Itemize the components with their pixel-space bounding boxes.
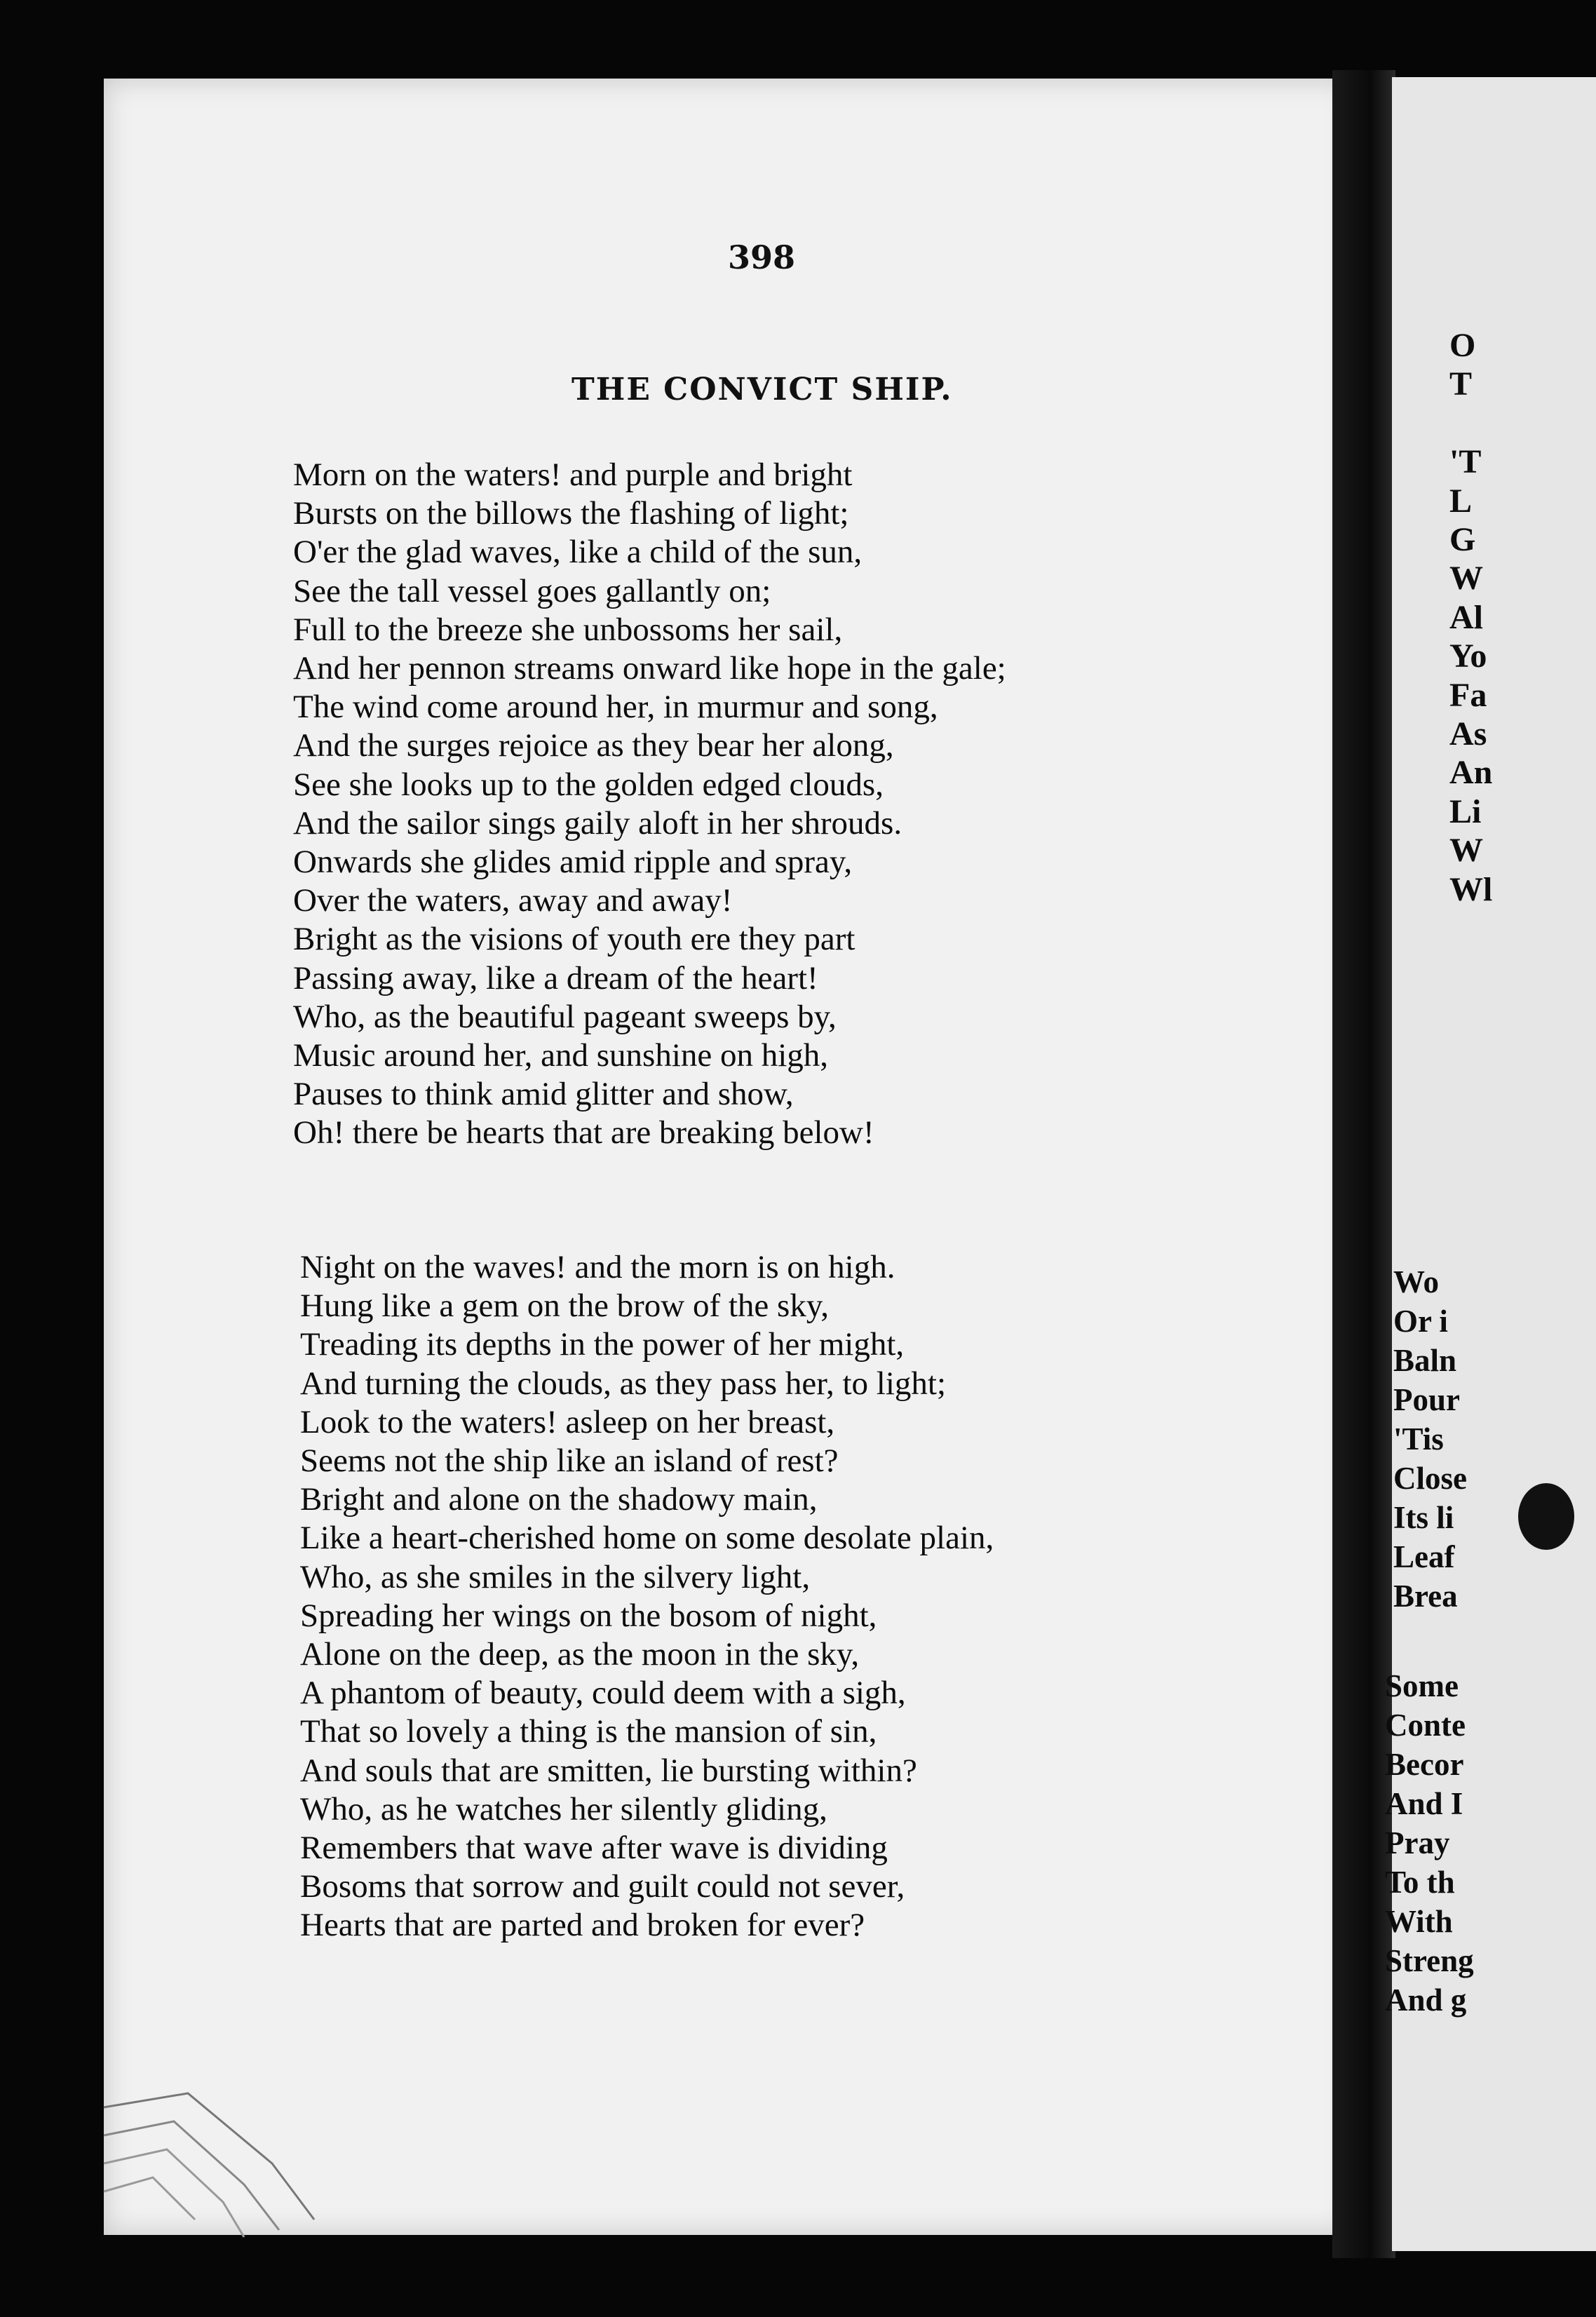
facing-line-fragment: Streng bbox=[1385, 1943, 1474, 1978]
facing-line-fragment: O bbox=[1449, 327, 1476, 364]
poem-line: Passing away, like a dream of the heart! bbox=[293, 959, 818, 997]
poem-line: Like a heart-cherished home on some desolate plain, bbox=[300, 1520, 994, 1557]
facing-line-fragment: Li bbox=[1449, 792, 1482, 830]
facing-line-fragment: Conte bbox=[1385, 1708, 1466, 1743]
poem-line: Bosoms that sorrow and guilt could not sever, bbox=[300, 1868, 905, 1905]
facing-line-fragment: Al bbox=[1449, 598, 1483, 636]
facing-line-fragment: Or i bbox=[1393, 1304, 1448, 1339]
left-page bbox=[104, 79, 1352, 2235]
poem-line: Remembers that wave after wave is dividing bbox=[300, 1830, 888, 1867]
facing-text-block-2 bbox=[1393, 1262, 1467, 1616]
ink-blot bbox=[1518, 1483, 1574, 1550]
poem-line: See she looks up to the golden edged clouds, bbox=[293, 766, 884, 803]
facing-line-fragment: To th bbox=[1385, 1865, 1455, 1900]
poem-title: THE CONVICT SHIP. bbox=[572, 372, 953, 407]
poem-line: Pauses to think amid glitter and show, bbox=[293, 1076, 794, 1113]
poem-line: Hearts that are parted and broken for ever? bbox=[300, 1907, 865, 1944]
poem-line: A phantom of beauty, could deem with a sigh, bbox=[300, 1675, 906, 1712]
poem-line: And souls that are smitten, lie bursting within? bbox=[300, 1752, 917, 1789]
poem-line: And the surges rejoice as they bear her along, bbox=[293, 727, 894, 764]
page-number: 398 bbox=[728, 238, 796, 276]
poem-line: Who, as she smiles in the silvery light, bbox=[300, 1558, 811, 1595]
facing-line-fragment: Pray bbox=[1385, 1825, 1450, 1860]
poem-line: And the sailor sings gaily aloft in her shrouds. bbox=[293, 804, 902, 842]
stanza-2 bbox=[300, 1248, 994, 1945]
facing-line-fragment: T bbox=[1449, 365, 1473, 403]
poem-line: Alone on the deep, as the moon in the sky, bbox=[300, 1636, 860, 1673]
poem-line: Full to the breeze she unbossoms her sail, bbox=[293, 611, 843, 648]
poem-line: Bright as the visions of youth ere they part bbox=[293, 921, 856, 958]
poem-line: Morn on the waters! and purple and bright bbox=[293, 457, 853, 493]
poem-line: The wind come around her, in murmur and song, bbox=[293, 689, 938, 726]
poem-line: Look to the waters! asleep on her breast, bbox=[300, 1403, 835, 1440]
facing-line-fragment: Its li bbox=[1393, 1500, 1454, 1535]
poem-line: Hung like a gem on the brow of the sky, bbox=[300, 1288, 830, 1325]
facing-line-fragment: 'T bbox=[1449, 443, 1482, 481]
facing-line-fragment: Wo bbox=[1393, 1264, 1440, 1299]
facing-line-fragment: As bbox=[1449, 715, 1487, 753]
facing-line-fragment: 'Tis bbox=[1393, 1421, 1444, 1457]
poem-line: O'er the glad waves, like a child of the sun, bbox=[293, 534, 863, 571]
poem-line: Music around her, and sunshine on high, bbox=[293, 1037, 829, 1074]
facing-line-fragment: With bbox=[1385, 1904, 1453, 1939]
facing-text-block-3 bbox=[1385, 1666, 1474, 2020]
poem-line: Night on the waves! and the morn is on high. bbox=[300, 1249, 895, 1285]
facing-line-fragment: W bbox=[1449, 560, 1483, 597]
facing-line-fragment: W bbox=[1449, 832, 1483, 870]
folded-page-corner bbox=[104, 2076, 370, 2244]
poem-line: Spreading her wings on the bosom of night, bbox=[300, 1597, 877, 1634]
facing-line-fragment: Some bbox=[1385, 1668, 1459, 1703]
poem-line: Bright and alone on the shadowy main, bbox=[300, 1481, 818, 1518]
stanza-1 bbox=[293, 456, 1006, 1153]
facing-line-fragment: G bbox=[1449, 521, 1476, 559]
facing-line-fragment: Brea bbox=[1393, 1579, 1458, 1614]
facing-line-fragment: And I bbox=[1385, 1786, 1463, 1821]
facing-line-fragment: An bbox=[1449, 754, 1493, 792]
poem-line: That so lovely a thing is the mansion of sin, bbox=[300, 1713, 877, 1750]
facing-text-block-1 bbox=[1449, 326, 1492, 909]
poem-line: See the tall vessel goes gallantly on; bbox=[293, 572, 771, 609]
facing-line-fragment bbox=[1449, 404, 1492, 443]
facing-line-fragment: Becor bbox=[1385, 1747, 1464, 1782]
facing-line-fragment: Fa bbox=[1449, 676, 1487, 714]
facing-line-fragment: Leaf bbox=[1393, 1539, 1455, 1574]
poem-line: Treading its depths in the power of her might, bbox=[300, 1326, 905, 1363]
poem-line: Onwards she glides amid ripple and spray, bbox=[293, 844, 853, 881]
facing-line-fragment: Close bbox=[1393, 1461, 1467, 1496]
poem-line: And her pennon streams onward like hope in the gale; bbox=[293, 650, 1006, 687]
facing-line-fragment: Yo bbox=[1449, 637, 1487, 675]
poem-line: Who, as he watches her silently gliding, bbox=[300, 1790, 827, 1828]
poem-line: Over the waters, away and away! bbox=[293, 882, 733, 919]
poem-line: And turning the clouds, as they pass her, to light; bbox=[300, 1365, 947, 1402]
facing-line-fragment: L bbox=[1449, 482, 1473, 520]
facing-page-fragment bbox=[1385, 77, 1596, 2251]
facing-line-fragment: Wl bbox=[1449, 870, 1493, 908]
facing-line-fragment: And g bbox=[1385, 1982, 1467, 2018]
poem-line: Bursts on the billows the flashing of light; bbox=[293, 495, 849, 532]
poem-line: Oh! there be hearts that are breaking below! bbox=[293, 1114, 874, 1151]
facing-line-fragment: Pour bbox=[1393, 1382, 1460, 1417]
facing-line-fragment: Baln bbox=[1393, 1343, 1457, 1378]
poem-line: Seems not the ship like an island of rest? bbox=[300, 1443, 839, 1480]
poem-line: Who, as the beautiful pageant sweeps by, bbox=[293, 998, 837, 1035]
